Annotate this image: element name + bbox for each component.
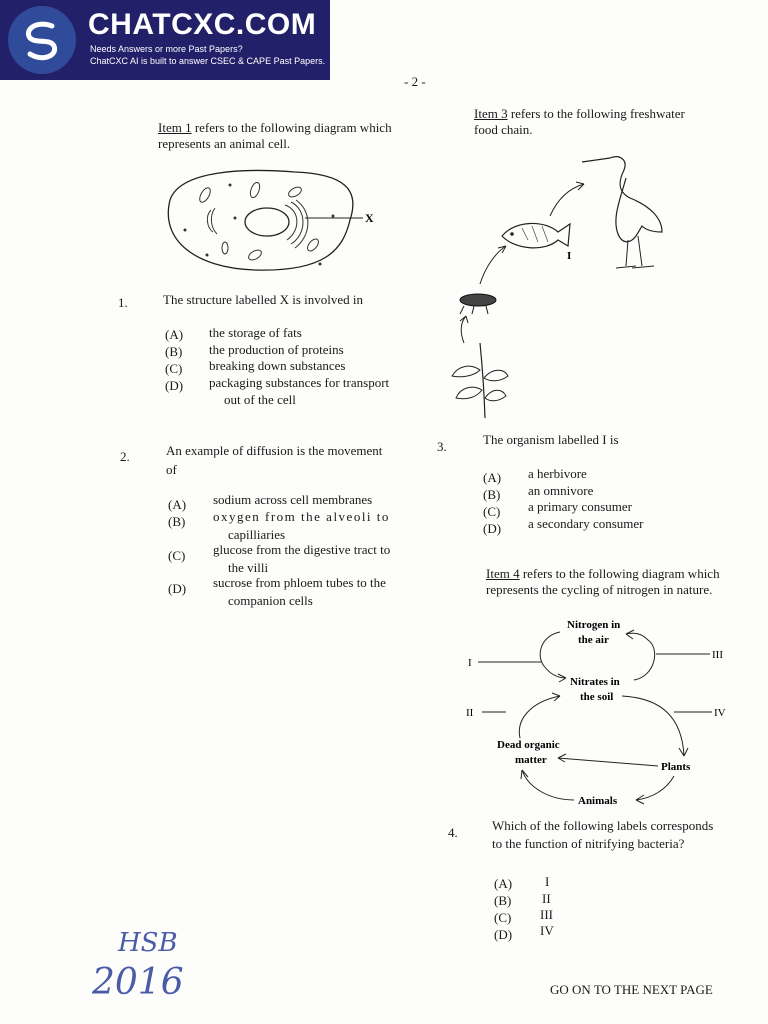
q4-option-b[interactable]: (B): [494, 893, 512, 908]
q4-option-a[interactable]: (A): [494, 876, 513, 891]
q3-option-b-text: an omnivore: [528, 483, 594, 498]
node-nitrates-1: Nitrates in: [570, 676, 620, 688]
q2-option-b-text2: capilliaries: [228, 527, 286, 542]
q4-stem-line1: Which of the following labels corresponds: [492, 818, 714, 833]
item1-ref-prefix: Item 1: [158, 120, 192, 135]
nitrogen-cycle-diagram: [460, 612, 740, 812]
q2-option-b[interactable]: (B): [168, 514, 186, 529]
q2-option-c[interactable]: (C): [168, 548, 186, 563]
food-chain-diagram: [440, 148, 680, 428]
q1-number: 1.: [118, 295, 128, 310]
page-number: - 2 -: [404, 74, 426, 89]
q3-option-a[interactable]: (A): [483, 470, 502, 485]
item4-ref-rest: refers to the following diagram which: [519, 566, 720, 581]
banner-brand: CHATCXC.COM: [88, 8, 317, 41]
q2-stem-line2: of: [166, 462, 177, 477]
q2-option-b-text: oxygen from the alveoli to: [213, 509, 390, 524]
q2-option-d[interactable]: (D): [168, 581, 187, 596]
q1-option-a[interactable]: (A): [165, 327, 184, 342]
item3-ref-rest: refers to the following freshwater: [507, 106, 685, 121]
chatcxc-banner[interactable]: [0, 0, 330, 80]
q4-option-d[interactable]: (D): [494, 927, 513, 942]
item4-ref-prefix: Item 4: [486, 566, 520, 581]
chatcxc-logo-icon: [8, 6, 76, 74]
q3-option-c-text: a primary consumer: [528, 499, 632, 514]
q3-stem: The organism labelled I is: [483, 432, 619, 447]
cell-label-x: X: [365, 211, 374, 225]
q2-option-a[interactable]: (A): [168, 497, 187, 512]
heron-icon: [582, 157, 662, 268]
item3-reference: [474, 106, 685, 138]
q4-option-c[interactable]: (C): [494, 910, 512, 925]
q1-option-c[interactable]: (C): [165, 361, 183, 376]
q4-option-a-text: I: [545, 874, 550, 889]
item3-ref-line2: food chain.: [474, 122, 533, 137]
node-dead-organic-2: matter: [515, 754, 547, 766]
q1-option-a-text: the storage of fats: [209, 325, 302, 340]
q1-stem: The structure labelled X is involved in: [163, 292, 364, 307]
fish-icon: [502, 223, 570, 247]
item3-ref-prefix: Item 3: [474, 106, 508, 121]
insect-icon: [460, 294, 496, 314]
banner-line-1: Needs Answers or more Past Papers?: [90, 44, 243, 54]
q2-stem-line1: An example of diffusion is the movement: [166, 443, 383, 458]
footer-next-page: GO ON TO THE NEXT PAGE: [550, 982, 713, 997]
label-ii: II: [466, 707, 474, 719]
q4-option-d-text: IV: [540, 923, 554, 938]
q4-option-b-text: II: [542, 891, 551, 906]
q3-option-b[interactable]: (B): [483, 487, 501, 502]
q2-option-c-text2: the villi: [228, 560, 269, 575]
node-nitrogen-air-1: Nitrogen in: [567, 619, 621, 631]
item4-ref-line2: represents the cycling of nitrogen in nature.: [486, 582, 713, 597]
q2-option-a-text: sodium across cell membranes: [213, 492, 373, 507]
q2-option-d-text2: companion cells: [228, 593, 313, 608]
q3-option-d[interactable]: (D): [483, 521, 502, 536]
item1-ref-line2: represents an animal cell.: [158, 136, 291, 151]
node-nitrates-2: the soil: [580, 691, 614, 703]
label-iv: IV: [714, 707, 726, 719]
handwritten-year: 2016: [92, 962, 184, 1003]
label-i: I: [468, 657, 472, 669]
animal-cell-diagram: [155, 160, 385, 280]
node-nitrogen-air-2: the air: [578, 634, 609, 646]
node-animals: Animals: [578, 795, 618, 807]
q4-stem-line2: to the function of nitrifying bacteria?: [492, 836, 685, 851]
q1-option-d-text2: out of the cell: [224, 392, 296, 407]
node-plants: Plants: [661, 761, 691, 773]
food-chain-label-i: I: [567, 250, 572, 262]
q3-option-d-text: a secondary consumer: [528, 516, 644, 531]
node-dead-organic-1: Dead organic: [497, 739, 560, 751]
q1-option-b-text: the production of proteins: [209, 342, 344, 357]
q4-number: 4.: [448, 825, 458, 840]
label-iii: III: [712, 649, 723, 661]
plant-icon: [452, 343, 508, 418]
item1-reference: [158, 120, 392, 152]
item4-reference: [486, 566, 720, 598]
q2-option-c-text: glucose from the digestive tract to: [213, 542, 391, 557]
q3-option-a-text: a herbivore: [528, 466, 587, 481]
q2-number: 2.: [120, 449, 130, 464]
q4-option-c-text: III: [540, 907, 553, 922]
q1-option-d-text: packaging substances for transport: [209, 375, 390, 390]
q3-option-c[interactable]: (C): [483, 504, 501, 519]
banner-line-2: ChatCXC AI is built to answer CSEC & CAPE Past Papers.: [90, 56, 326, 66]
q1-option-c-text: breaking down substances: [209, 358, 346, 373]
item1-ref-rest: refers to the following diagram which: [191, 120, 392, 135]
q3-number: 3.: [437, 439, 447, 454]
q1-option-d[interactable]: (D): [165, 378, 184, 393]
handwritten-subject: HSB: [118, 928, 178, 958]
q2-option-d-text: sucrose from phloem tubes to the: [213, 575, 386, 590]
q1-option-b[interactable]: (B): [165, 344, 183, 359]
